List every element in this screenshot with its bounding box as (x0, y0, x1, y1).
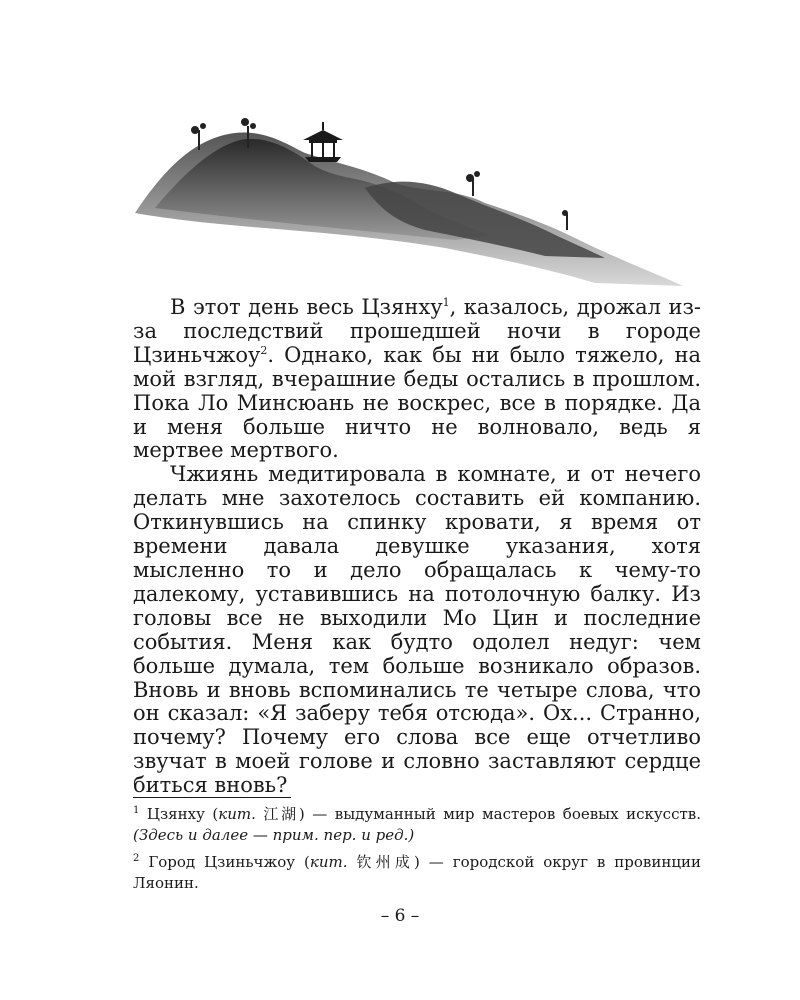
paragraph-2: Чжиянь медитировала в комнате, и от нечего делать мне захотелось составить ей компанию. Откинувшись на спинку кровати, я время от времени давала девушке указания, хотя мысленно то и дело обращалась к чему-то далекому, уставившись на потолочную балку. Из головы все не выходили Мо Цин и последние события. Меня как будто одолел недуг: чем больше думала, тем больше возникало образов. Вновь и вновь вспоминались те четыре слова, что он сказал: «Я заберу тебя отсюда». Ох... Странно, почему? Почему его слова все еще отчетливо звучат в моей голове и словно заставляют сердце биться вновь? (133, 462, 701, 798)
footnote-ref-1[interactable]: 1 (442, 296, 450, 309)
footnotes (133, 804, 701, 900)
footnote-2: $^2$ Город Цзиньчжоу (кит. 钦州成) — городской округ в провинции Ляонин. (133, 853, 702, 892)
page-number: – 6 – (380, 906, 420, 926)
paragraph-1: В этот день весь Цзянху$^1$, казалось, дрожал из-за последствий прошедшей ночи в городе Цзиньчжоу$^2$. Однако, как бы ни было тяжело, на мой взгляд, вчерашние беды остались в прошлом. Пока Ло Минсюань не воскрес, все в порядке. Да и меня больше ничто не волновало, ведь я мертвее мертвого. (133, 295, 702, 463)
footnote-ref-2[interactable]: 2 (260, 343, 268, 357)
main-text (133, 296, 701, 798)
footnote-divider (133, 797, 291, 798)
mountain-pavilion-ink-icon (125, 108, 685, 293)
footnote-1: $^1$ Цзянху (кит. 江湖) — выдуманный мир мастеров боевых искусств. (Здесь и далее — прим. пер. и ред.) (133, 805, 701, 844)
